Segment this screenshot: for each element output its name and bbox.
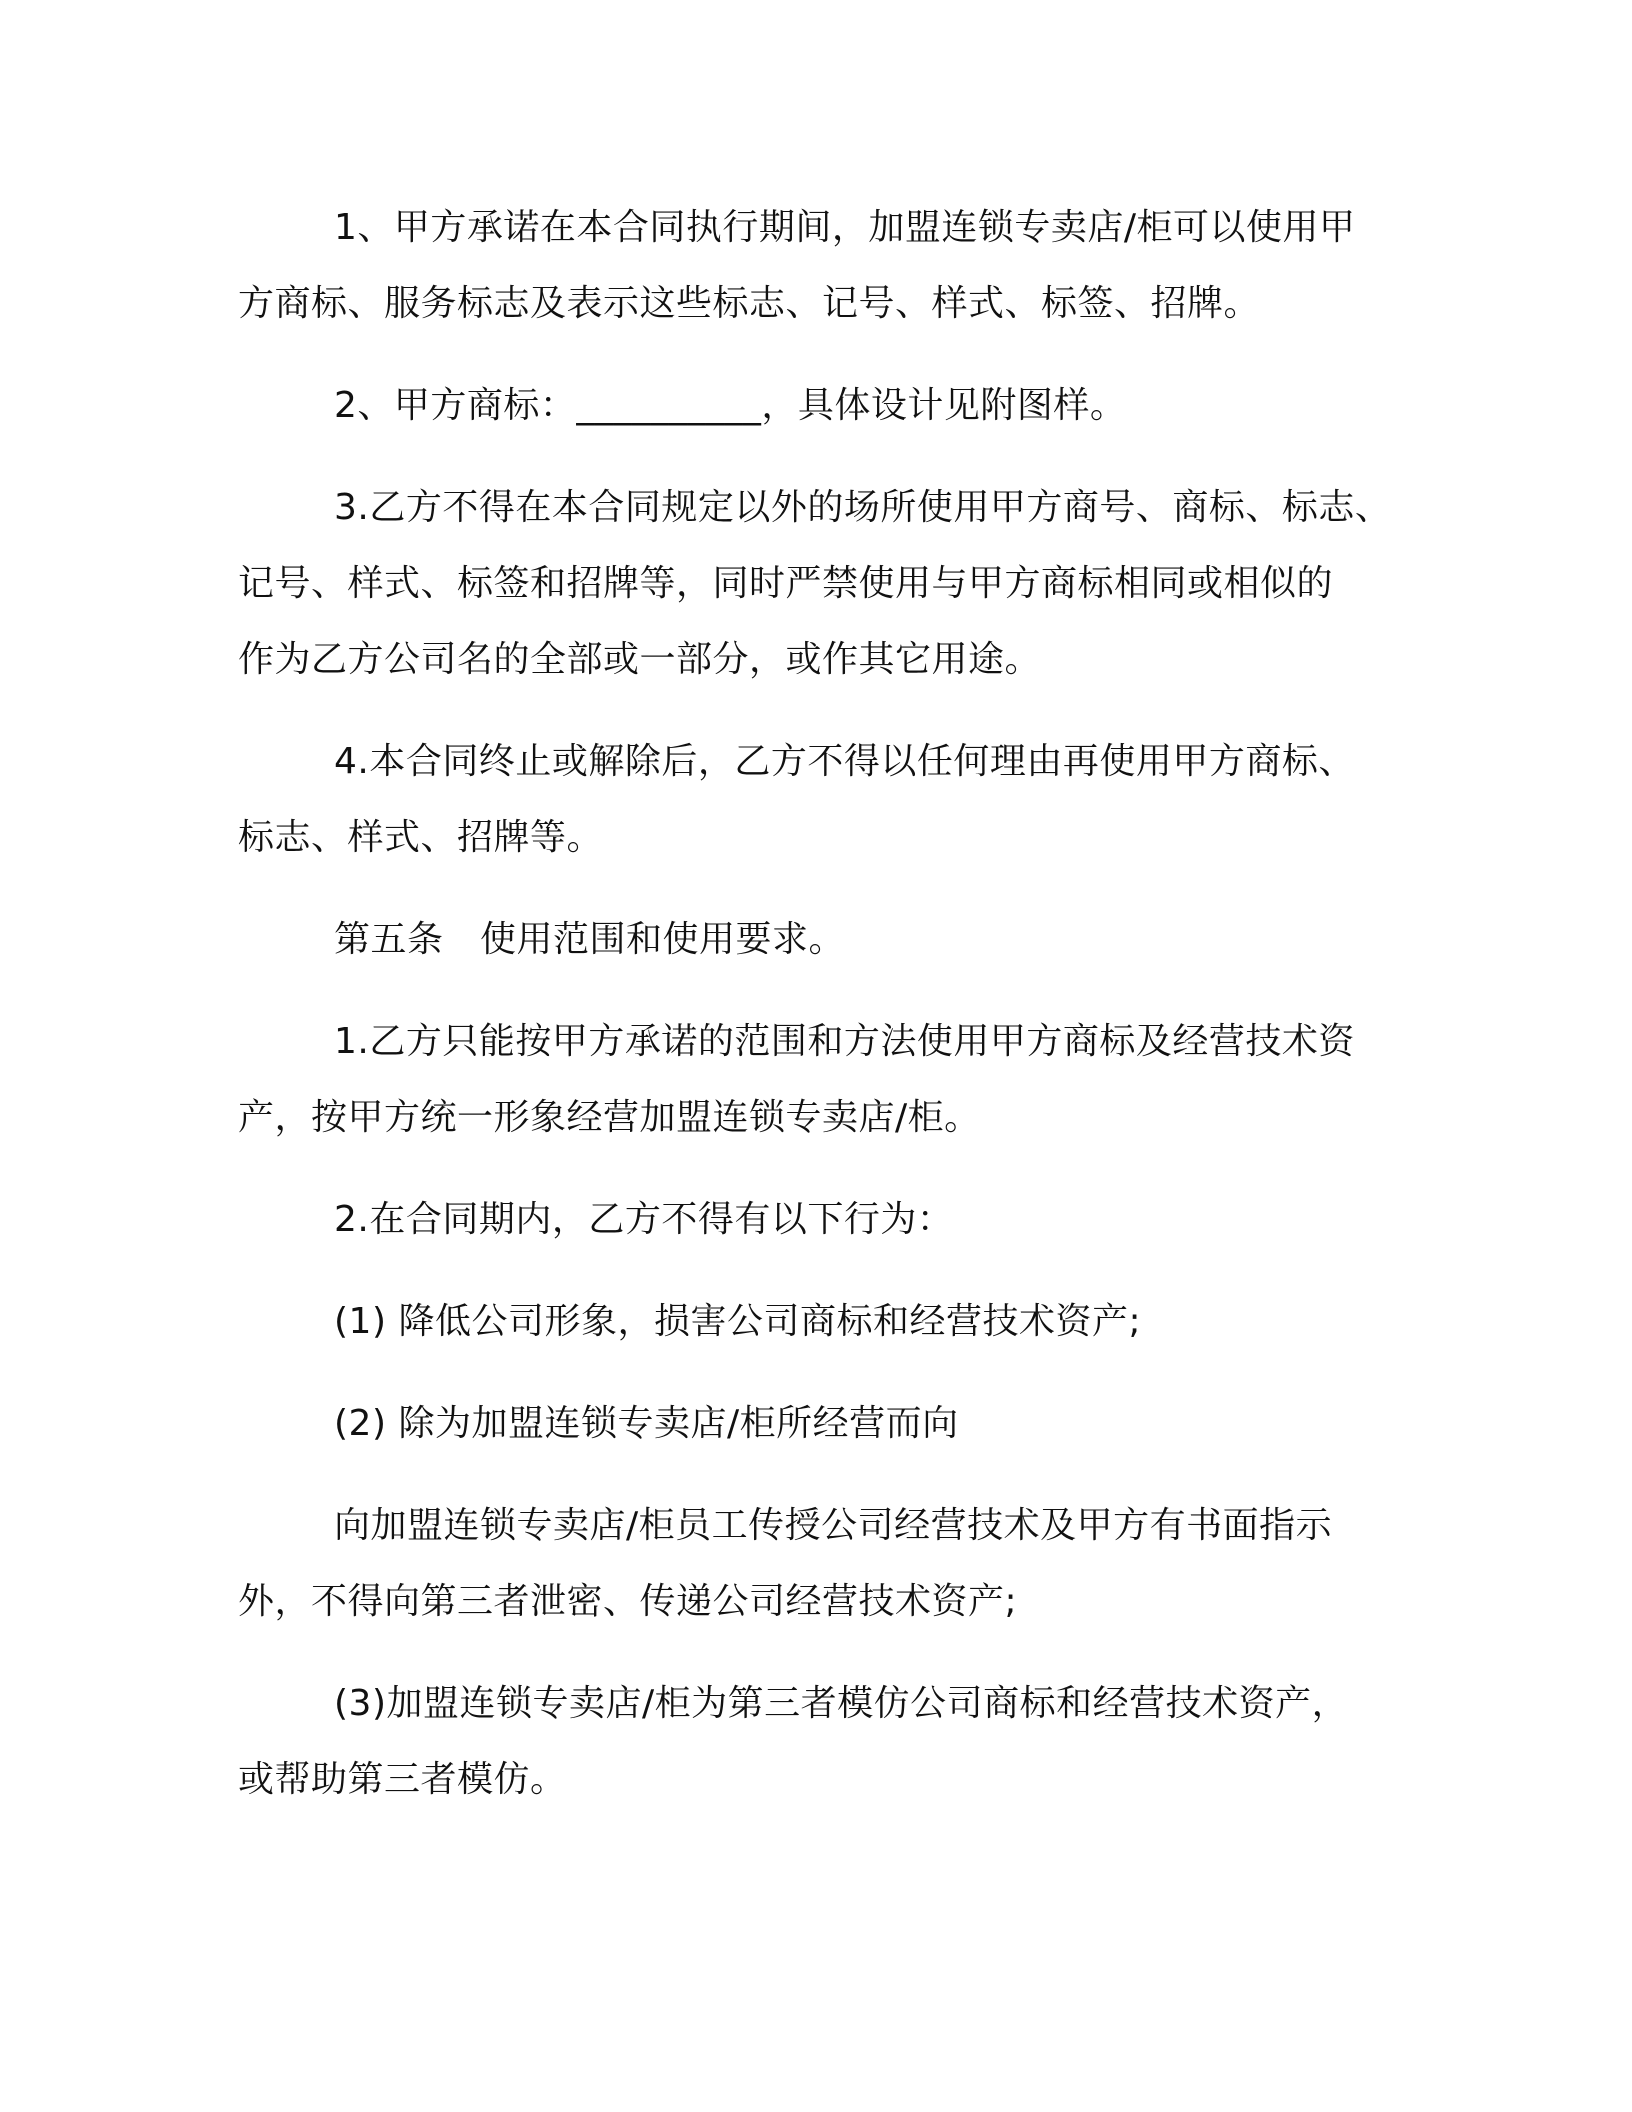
paragraph-line: (1) 降低公司形象，损害公司商标和经营技术资产;: [334, 1301, 1142, 1342]
paragraph-line: 2、甲方商标：__________，具体设计见附图样。: [334, 385, 1127, 426]
paragraph-line: 4.本合同终止或解除后，乙方不得以任何理由再使用甲方商标、: [334, 741, 1355, 782]
paragraph-clause-3: [238, 470, 1398, 698]
paragraph-subitem-1: [238, 1284, 1398, 1360]
paragraph-line: 3.乙方不得在本合同规定以外的场所使用甲方商号、商标、标志、: [334, 487, 1392, 528]
paragraph-clause-2: [238, 368, 1398, 444]
paragraph-line: (3)加盟连锁专卖店/柜为第三者模仿公司商标和经营技术资产，: [334, 1683, 1349, 1724]
section-heading-article-5: [238, 902, 1398, 978]
paragraph-clause-4: [238, 724, 1398, 876]
paragraph-line: 向加盟连锁专卖店/柜员工传授公司经营技术及甲方有书面指示: [334, 1505, 1333, 1546]
paragraph-line: 作为乙方公司名的全部或一部分，或作其它用途。: [238, 639, 1042, 680]
paragraph-subitem-2: [238, 1386, 1398, 1462]
paragraph-clause-1: [238, 190, 1398, 342]
paragraph-article-5-item-1: [238, 1004, 1398, 1156]
paragraph-subitem-3: [238, 1666, 1398, 1818]
paragraph-line: 或帮助第三者模仿。: [238, 1759, 567, 1800]
paragraph-line: (2) 除为加盟连锁专卖店/柜所经营而向: [334, 1403, 959, 1444]
paragraph-line: 记号、样式、标签和招牌等，同时严禁使用与甲方商标相同或相似的: [238, 563, 1334, 604]
paragraph-line: 产，按甲方统一形象经营加盟连锁专卖店/柜。: [238, 1097, 981, 1138]
paragraph-line: 1.乙方只能按甲方承诺的范围和方法使用甲方商标及经营技术资: [334, 1021, 1355, 1062]
document-body: [238, 190, 1398, 1818]
paragraph-line: 标志、样式、招牌等。: [238, 817, 604, 858]
paragraph-line: 方商标、服务标志及表示这些标志、记号、样式、标签、招牌。: [238, 283, 1261, 324]
section-heading-text: 第五条 使用范围和使用要求。: [334, 919, 846, 960]
paragraph-line: 1、甲方承诺在本合同执行期间，加盟连锁专卖店/柜可以使用甲: [334, 207, 1356, 248]
paragraph-subitem-2-continued: [238, 1488, 1398, 1640]
paragraph-article-5-item-2: [238, 1182, 1398, 1258]
paragraph-line: 外，不得向第三者泄密、传递公司经营技术资产;: [238, 1581, 1018, 1622]
paragraph-line: 2.在合同期内，乙方不得有以下行为：: [334, 1199, 954, 1240]
